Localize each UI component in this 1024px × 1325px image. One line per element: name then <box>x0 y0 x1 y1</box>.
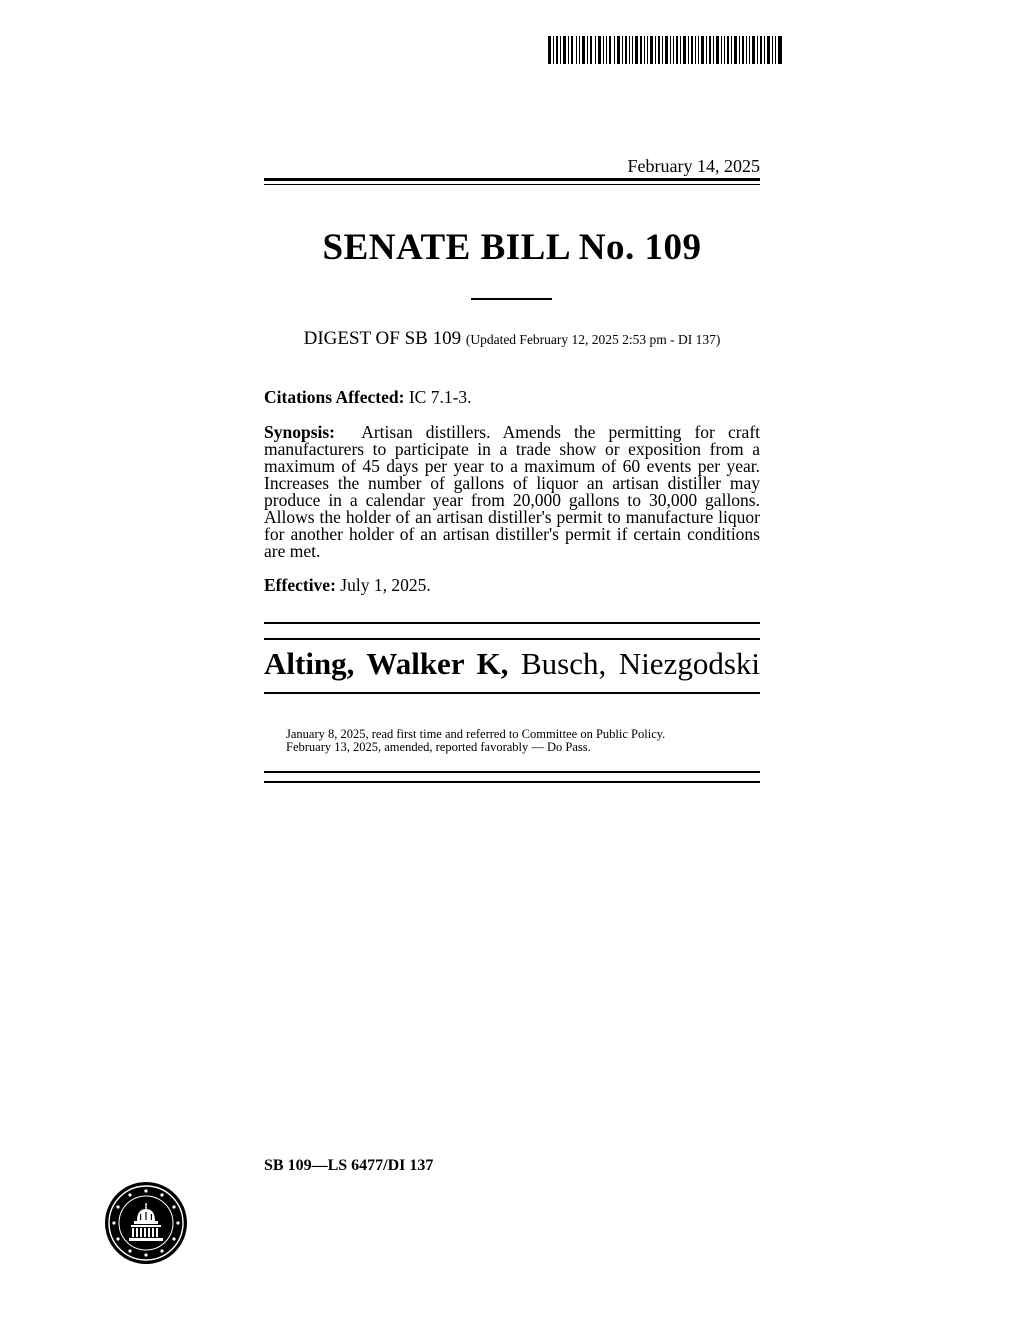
synopsis-text: Artisan distillers. Amends the permitting for craft manufacturers to participate in a trade show or exposition from a maximum of 45 days per year to a maximum of 60 events per year. Increases the number of gallons of liquor an artisan distiller may produce in a calendar year from 20,000 gallons to 30,000 gallons. Allows the holder of an artisan distiller's permit to manufacture liquor for another holder of an artisan distiller's permit if certain conditions are met. <box>264 422 761 561</box>
barcode-image <box>548 36 782 64</box>
history-rule-1 <box>264 771 760 773</box>
bill-document-id: SB 109—LS 6477/DI 137 <box>264 1157 434 1174</box>
authors-rule-top-1 <box>264 622 760 624</box>
effective-date <box>264 577 760 594</box>
bill-title: SENATE BILL No. 109 <box>322 227 702 268</box>
history-entry: February 13, 2025, amended, reported favorably — Do Pass. <box>286 740 591 754</box>
effective-label: Effective: <box>264 575 336 595</box>
digest-updated: (Updated February 12, 2025 2:53 pm - DI 137) <box>465 332 721 347</box>
bill-date: February 14, 2025 <box>627 156 760 176</box>
coauthors: Busch, Niezgodski <box>521 646 760 681</box>
history-entry: January 8, 2025, read first time and referred to Committee on Public Policy. <box>286 727 666 741</box>
digest-heading <box>264 328 760 350</box>
history-rule-2 <box>264 781 760 783</box>
synopsis-label: Synopsis: <box>264 422 336 442</box>
primary-authors: Alting, Walker K, <box>264 646 509 681</box>
citations-value: IC 7.1-3. <box>408 387 472 407</box>
synopsis <box>264 424 760 560</box>
authors-rule-bottom <box>264 692 760 694</box>
authors <box>264 646 760 682</box>
effective-value: July 1, 2025. <box>340 575 431 595</box>
citations-label: Citations Affected: <box>264 387 405 407</box>
digest-label: DIGEST OF SB 109 <box>303 328 462 349</box>
authors-rule-top-2 <box>264 638 760 640</box>
legislative-history <box>286 728 760 754</box>
header-rule-thin <box>264 184 760 185</box>
header-rule-thick <box>264 178 760 181</box>
state-seal-icon <box>104 1181 188 1265</box>
citations-affected <box>264 389 760 406</box>
title-underline <box>471 298 552 300</box>
